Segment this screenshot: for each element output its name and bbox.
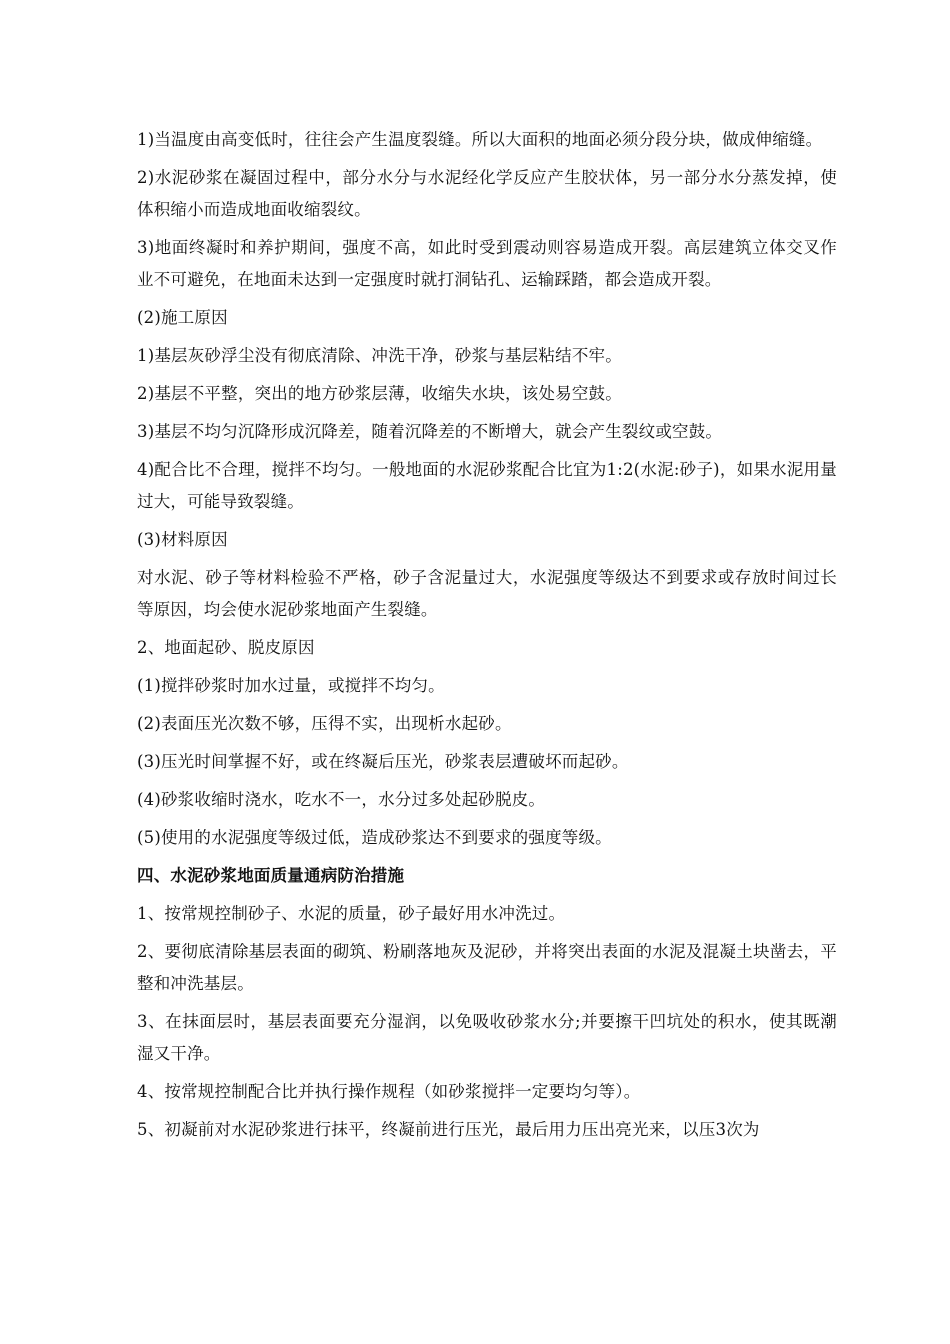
document-body (137, 124, 837, 1152)
paragraph-insufficient-pressing: (2)表面压光次数不够，压得不实，出现析水起砂。 (137, 714, 512, 733)
section-material-causes: (3)材料原因 (137, 530, 228, 549)
section-construction-causes: (2)施工原因 (137, 308, 228, 327)
paragraph-watering-shrinkage: (4)砂浆收缩时浇水，吃水不一，水分过多处起砂脱皮。 (137, 790, 546, 809)
paragraph-base-uneven: 2)基层不平整，突出的地方砂浆层薄，收缩失水块，该处易空鼓。 (137, 384, 622, 403)
paragraph-measure-3: 3、在抹面层时，基层表面要充分湿润，以免吸收砂浆水分;并要擦干凹坑处的积水，使其既潮湿又干净。 (137, 1012, 837, 1063)
paragraph-mix-ratio: 4)配合比不合理，搅拌不均匀。一般地面的水泥砂浆配合比宜为1:2(水泥:砂子)，如果水泥用量过大，可能导致裂缝。 (137, 460, 837, 511)
paragraph-low-grade-cement: (5)使用的水泥强度等级过低，造成砂浆达不到要求的强度等级。 (137, 828, 612, 847)
paragraph-measure-1: 1、按常规控制砂子、水泥的质量，砂子最好用水冲洗过。 (137, 904, 566, 923)
paragraph-excess-water: (1)搅拌砂浆时加水过量，或搅拌不均匀。 (137, 676, 445, 695)
paragraph-shrinkage-cracks: 2)水泥砂浆在凝固过程中，部分水分与水泥经化学反应产生胶状体，另一部分水分蒸发掉，使体积缩小而造成地面收缩裂纹。 (137, 168, 837, 219)
section-heading-prevention: 四、水泥砂浆地面质量通病防治措施 (137, 866, 405, 885)
paragraph-measure-5: 5、初凝前对水泥砂浆进行抹平，终凝前进行压光，最后用力压出亮光来，以压3次为 (137, 1120, 760, 1139)
paragraph-vibration-cracks: 3)地面终凝时和养护期间，强度不高，如此时受到震动则容易造成开裂。高层建筑立体交叉作业不可避免，在地面未达到一定强度时就打洞钻孔、运输踩踏，都会造成开裂。 (137, 238, 837, 289)
paragraph-measure-4: 4、按常规控制配合比并执行操作规程（如砂浆搅拌一定要均匀等）。 (137, 1082, 641, 1101)
paragraph-material-inspection: 对水泥、砂子等材料检验不严格，砂子含泥量过大，水泥强度等级达不到要求或存放时间过长等原因，均会使水泥砂浆地面产生裂缝。 (137, 568, 837, 619)
paragraph-thermal-cracks: 1)当温度由高变低时，往往会产生温度裂缝。所以大面积的地面必须分段分块，做成伸缩缝。 (137, 130, 823, 149)
paragraph-pressing-timing: (3)压光时间掌握不好，或在终凝后压光，砂浆表层遭破坏而起砂。 (137, 752, 629, 771)
section-sanding-peeling: 2、地面起砂、脱皮原因 (137, 638, 315, 657)
paragraph-base-dust: 1)基层灰砂浮尘没有彻底清除、冲洗干净，砂浆与基层粘结不牢。 (137, 346, 622, 365)
paragraph-settlement: 3)基层不均匀沉降形成沉降差，随着沉降差的不断增大，就会产生裂纹或空鼓。 (137, 422, 723, 441)
paragraph-measure-2: 2、要彻底清除基层表面的砌筑、粉刷落地灰及泥砂，并将突出表面的水泥及混凝土块凿去，平整和冲洗基层。 (137, 942, 837, 993)
